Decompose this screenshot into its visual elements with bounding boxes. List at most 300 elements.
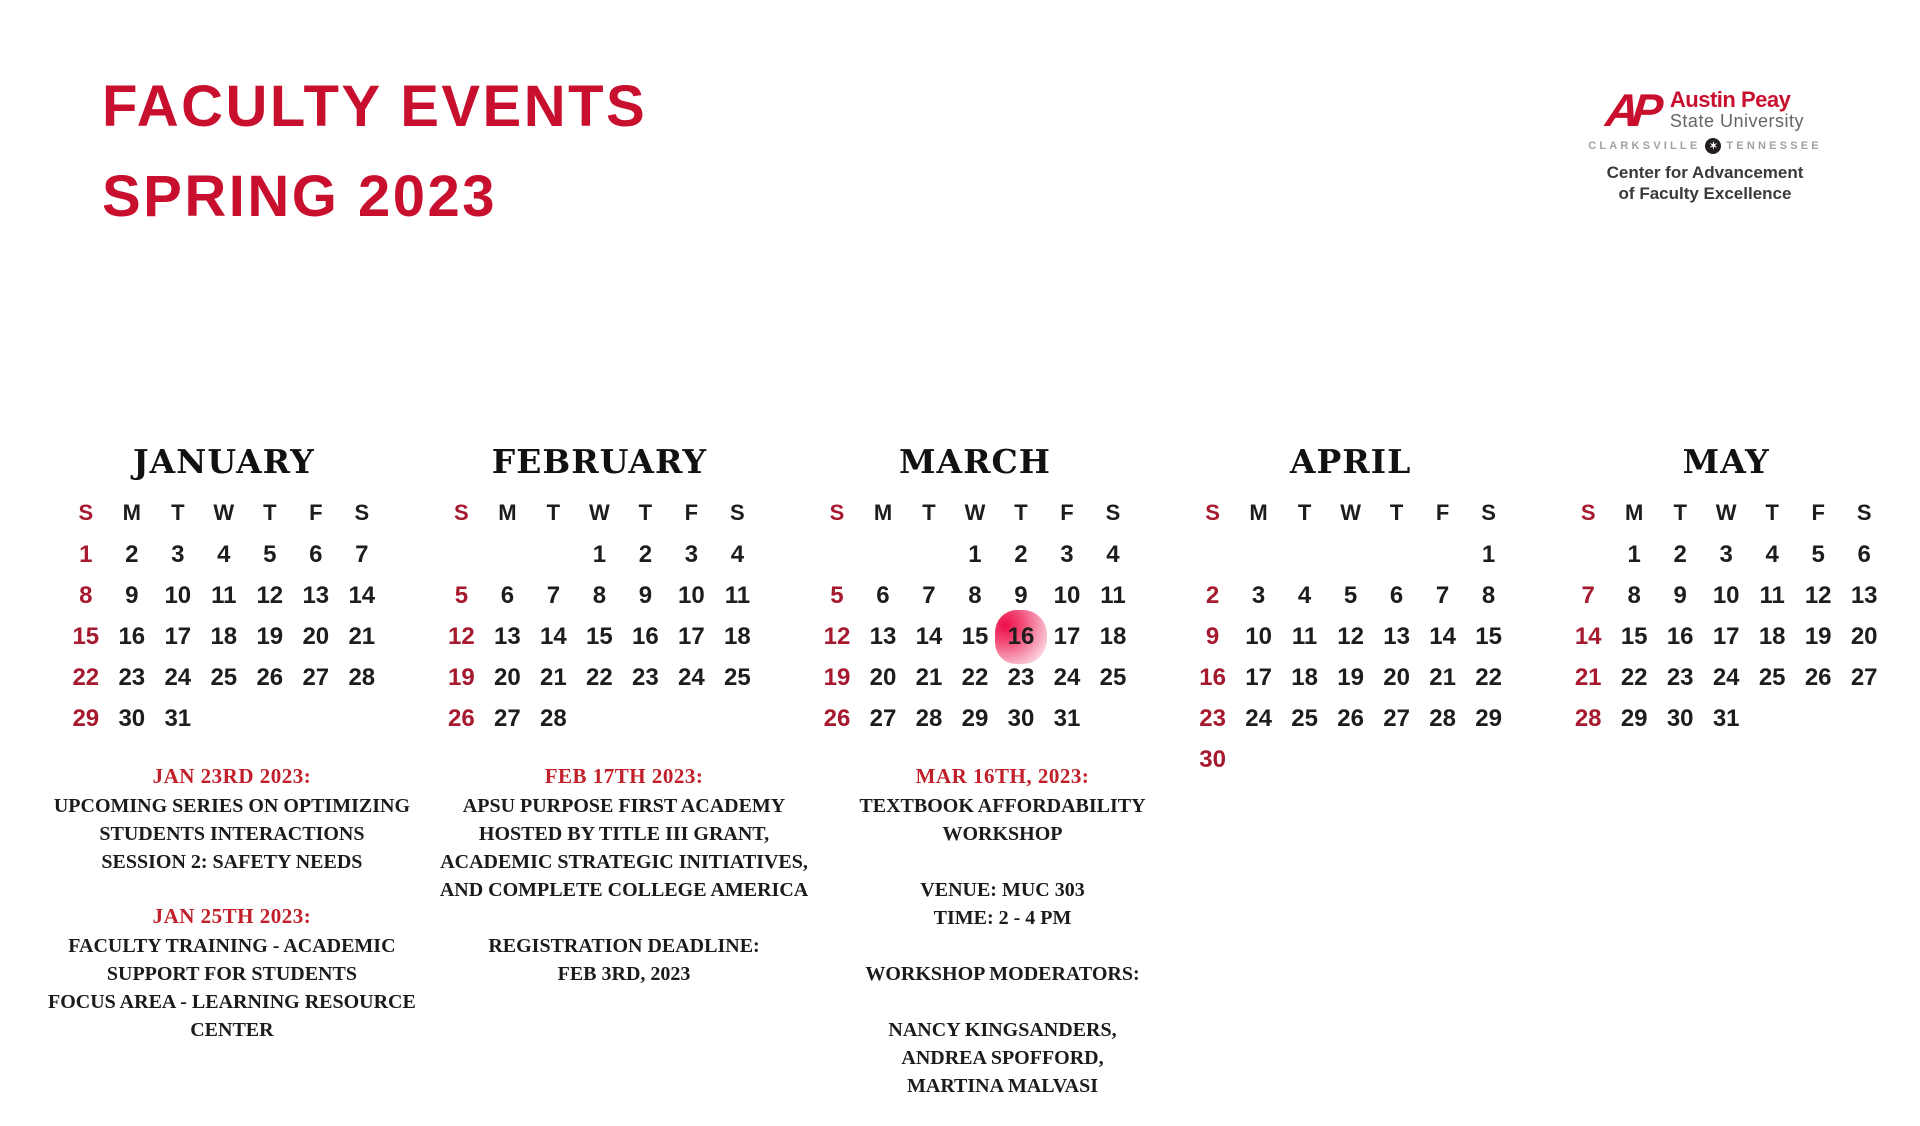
day-cell [530,575,576,616]
day-number: 29 [1475,704,1502,732]
day-number: 21 [348,622,376,650]
day-number: 31 [164,704,192,732]
event [48,762,416,876]
day-cell [622,534,668,575]
day-cell [109,575,155,616]
day-number: 3 [1060,540,1074,568]
day-number: 3 [684,540,699,568]
day-number: 20 [869,663,897,691]
day-cell [109,657,155,698]
event-line: STUDENTS INTERACTIONS [99,823,365,845]
day-number: 19 [448,663,475,691]
day-number: 3 [171,540,185,568]
day-number: 5 [454,581,469,609]
day-cell [1841,616,1887,657]
day-number: 20 [302,622,330,650]
day-cell [1282,698,1328,739]
day-cell [247,534,293,575]
day-number: 21 [1429,663,1456,691]
day-number: 10 [678,581,705,609]
day-number: 16 [1199,663,1226,691]
day-number: 31 [1053,704,1081,732]
day-cell [998,698,1044,739]
day-cell [1090,575,1136,616]
day-cell [339,616,385,657]
day-cell [814,575,860,616]
day-header: F [1811,500,1825,525]
day-number: 5 [1811,540,1825,568]
day-cell [1841,657,1887,698]
day-number: 12 [1804,581,1832,609]
day-cell [1749,616,1795,657]
day-header: T [638,500,653,525]
day-number: 26 [256,663,284,691]
day-number: 10 [1053,581,1081,609]
day-cell [1795,657,1841,698]
day-cell-empty [814,534,860,575]
day-cell [860,698,906,739]
day-number: 12 [823,622,851,650]
day-number: 18 [1758,622,1786,650]
day-number: 11 [1100,581,1126,609]
day-number: 30 [1007,704,1035,732]
day-number: 4 [217,540,231,568]
day-number: 16 [118,622,146,650]
day-cell [109,616,155,657]
event-date-heading: JAN 25TH 2023: [152,904,312,928]
day-number: 5 [830,581,844,609]
day-cell [63,534,109,575]
day-cell [438,657,484,698]
day-number: 25 [210,663,238,691]
day-cell-empty [1795,698,1841,739]
month-title: MAY [1682,442,1770,481]
day-header: S [1205,500,1220,525]
day-cell [952,534,998,575]
day-cell [1328,575,1374,616]
day-cell-empty [576,698,622,739]
event-line: NANCY KINGSANDERS, [888,1019,1117,1041]
day-cell [952,575,998,616]
event-date-heading: MAR 16TH, 2023: [915,764,1090,788]
event-column [1197,762,1538,1126]
day-number: 19 [256,622,284,650]
tennessee-tristar-icon: ✶ [1705,138,1721,154]
day-cell [1328,657,1374,698]
day-number: 14 [1429,622,1456,650]
day-cell [155,698,201,739]
day-number: 28 [348,663,376,691]
day-number: 17 [678,622,705,650]
day-cell-empty [1282,534,1328,575]
day-cell [906,616,952,657]
day-cell [155,657,201,698]
day-number: 30 [1199,745,1226,773]
day-number: 1 [968,540,982,568]
day-number: 17 [1245,663,1272,691]
event [832,762,1173,1100]
day-cell-empty [438,534,484,575]
event-line: MARTINA MALVASI [907,1075,1099,1097]
day-cell-empty [201,698,247,739]
day-number: 4 [1297,581,1312,609]
event-column [832,762,1173,1126]
month-grid [1175,492,1527,780]
day-cell [1374,575,1420,616]
day-number: 8 [968,581,982,609]
day-cell [1611,575,1657,616]
day-cell [1420,698,1466,739]
day-cell [1703,575,1749,616]
event-line: APSU PURPOSE FIRST ACADEMY [462,795,786,817]
day-header: W [1340,500,1361,525]
day-cell [484,575,530,616]
day-header: T [1014,500,1028,525]
day-number: 14 [915,622,943,650]
day-header: F [684,500,699,525]
event-line: WORKSHOP MODERATORS: [865,963,1140,985]
day-cell [668,575,714,616]
day-cell [1236,616,1282,657]
day-cell [1044,575,1090,616]
day-number: 13 [1383,622,1410,650]
month-grid [1550,492,1902,739]
day-cell [1236,575,1282,616]
month-grid [48,492,400,739]
day-cell [952,616,998,657]
day-cell [1466,616,1512,657]
day-number: 6 [1389,581,1404,609]
day-header: M [873,500,893,525]
day-number: 7 [922,581,936,609]
day-cell [998,534,1044,575]
event-line: FEB 3RD, 2023 [557,963,691,985]
day-cell [1328,616,1374,657]
day-cell [339,534,385,575]
event-spacer [440,904,808,932]
day-cell [1420,616,1466,657]
day-cell [530,616,576,657]
day-number: 28 [1429,704,1456,732]
day-cell [293,534,339,575]
day-cell [1374,698,1420,739]
day-header: S [454,500,469,525]
event-line: FOCUS AREA - LEARNING RESOURCE [48,991,416,1013]
day-number: 7 [1435,581,1450,609]
day-header: F [1435,500,1450,525]
day-cell [63,575,109,616]
event-date-heading: JAN 23RD 2023: [152,764,312,788]
day-cell [201,534,247,575]
day-cell [530,698,576,739]
day-cell [1703,534,1749,575]
day-number: 4 [730,540,745,568]
day-cell [1190,575,1236,616]
day-number: 13 [869,622,897,650]
calendar-april [1175,440,1527,780]
university-name [1670,88,1804,131]
day-cell [906,575,952,616]
department-line-2: of Faculty Excellence [1618,184,1792,203]
title-line-1: FACULTY EVENTS [102,74,648,139]
day-cell [109,534,155,575]
day-number: 23 [1666,663,1694,691]
day-number: 13 [1850,581,1878,609]
university-name-line-1: Austin Peay [1669,87,1791,112]
day-number: 15 [72,622,100,650]
day-number: 10 [1245,622,1272,650]
day-cell-empty [622,698,668,739]
day-cell [1657,534,1703,575]
event [48,902,416,1044]
event-line: TIME: 2 - 4 PM [933,907,1072,929]
title-line-2: SPRING 2023 [102,164,498,229]
event-line: HOSTED BY TITLE III GRANT, [478,823,770,845]
day-number: 9 [1673,581,1687,609]
event-line: REGISTRATION DEADLINE: [488,935,760,957]
day-cell [1190,698,1236,739]
day-number: 8 [1481,581,1496,609]
day-cell [622,616,668,657]
day-number: 1 [1481,540,1496,568]
day-cell [247,575,293,616]
day-number: 22 [72,663,100,691]
day-number: 18 [1291,663,1318,691]
day-number: 26 [1337,704,1364,732]
day-header: S [829,500,845,525]
day-number: 2 [1205,581,1220,609]
day-cell [1795,616,1841,657]
day-header: T [171,500,185,525]
day-header: T [1765,500,1779,525]
day-number: 13 [302,581,330,609]
day-cell [484,657,530,698]
day-cell [1090,534,1136,575]
calendar-january [48,440,400,780]
day-cell [1657,575,1703,616]
day-cell-empty [1841,698,1887,739]
day-cell [1282,657,1328,698]
day-number: 7 [355,540,369,568]
day-cell-empty [1420,534,1466,575]
day-header: S [1580,500,1596,525]
month-grid [799,492,1151,739]
events-row [48,762,1902,1126]
day-cell-empty [1565,534,1611,575]
event-line: WORKSHOP [942,823,1063,845]
day-number: 23 [632,663,659,691]
day-number: 11 [724,581,751,609]
day-number: 19 [1804,622,1832,650]
day-number: 8 [1627,581,1641,609]
day-cell [1236,657,1282,698]
event-line: UPCOMING SERIES ON OPTIMIZING [53,795,410,817]
day-number: 27 [1383,704,1410,732]
day-number: 27 [869,704,897,732]
day-number: 24 [1712,663,1740,691]
day-cell [155,616,201,657]
day-number: 25 [1099,663,1127,691]
day-number: 21 [1574,663,1602,691]
day-header: T [263,500,277,525]
day-number: 13 [494,622,521,650]
day-number: 16 [632,622,659,650]
day-cell [293,616,339,657]
event-line: AND COMPLETE COLLEGE AMERICA [439,879,809,901]
day-cell [155,534,201,575]
day-number: 8 [592,581,607,609]
day-number: 14 [540,622,567,650]
day-number: 1 [1627,540,1641,568]
day-cell [714,575,760,616]
day-header: F [1060,500,1074,525]
day-number: 23 [1007,663,1035,691]
day-number: 20 [494,663,521,691]
day-cell [1044,616,1090,657]
day-cell [1374,657,1420,698]
day-number: 24 [678,663,705,691]
day-cell [576,534,622,575]
day-number: 25 [1291,704,1318,732]
location-tennessee: TENNESSEE [1726,140,1822,152]
day-number: 17 [164,622,192,650]
event-column [440,762,808,1126]
day-number: 28 [915,704,943,732]
day-cell [1749,534,1795,575]
day-number: 12 [256,581,284,609]
day-number: 15 [961,622,989,650]
day-cell [1466,657,1512,698]
day-cell [1565,575,1611,616]
event-line: FACULTY TRAINING - ACADEMIC [68,935,396,957]
location-clarksville: CLARKSVILLE [1588,140,1701,152]
day-cell [668,657,714,698]
day-cell [576,575,622,616]
day-cell-empty [339,698,385,739]
calendar-february [424,440,776,780]
event-column [1561,762,1902,1126]
logo-wordmark [1590,84,1820,136]
day-cell [1657,616,1703,657]
day-number: 14 [1574,622,1602,650]
day-cell [530,657,576,698]
day-cell [860,616,906,657]
day-cell-empty [906,534,952,575]
day-number: 22 [586,663,613,691]
day-cell [814,698,860,739]
day-cell [339,657,385,698]
day-number: 3 [1251,581,1266,609]
day-cell-empty [530,534,576,575]
day-cell [155,575,201,616]
day-number: 7 [1581,581,1595,609]
day-cell [1795,534,1841,575]
day-cell [1841,575,1887,616]
day-header: T [922,500,936,525]
day-number: 29 [1620,704,1648,732]
day-cell [484,698,530,739]
day-number: 6 [309,540,323,568]
day-header: S [1105,500,1121,525]
day-cell [1044,534,1090,575]
day-cell [576,657,622,698]
day-number: 17 [1053,622,1081,650]
day-cell [1703,698,1749,739]
day-number: 10 [164,581,192,609]
day-number: 20 [1383,663,1410,691]
day-number: 12 [448,622,475,650]
day-cell [906,657,952,698]
day-cell [1703,616,1749,657]
day-cell [63,616,109,657]
day-cell [860,575,906,616]
month-title: APRIL [1289,442,1412,481]
day-number: 9 [1014,581,1028,609]
day-number: 24 [164,663,192,691]
day-header: M [122,500,141,525]
day-cell-empty [1190,534,1236,575]
day-cell [201,616,247,657]
day-number: 22 [1620,663,1648,691]
day-cell [814,657,860,698]
day-header: M [1625,500,1644,525]
department-line-1: Center for Advancement [1606,163,1804,182]
day-number: 10 [1712,581,1740,609]
day-number: 9 [125,581,139,609]
day-header: T [1673,500,1687,525]
day-header: W [213,500,235,525]
day-cell [293,575,339,616]
day-number: 2 [638,540,653,568]
calendar-march [799,440,1151,780]
day-number: 5 [263,540,277,568]
event-line: ACADEMIC STRATEGIC INITIATIVES, [440,851,808,873]
day-header: S [1481,500,1496,525]
day-cell [293,657,339,698]
day-header: T [1389,500,1404,525]
day-header: T [546,500,561,525]
day-cell [1703,657,1749,698]
day-cell [1611,657,1657,698]
day-number: 27 [494,704,521,732]
university-logo [1588,84,1822,204]
day-header: T [1297,500,1312,525]
day-cell [1190,616,1236,657]
day-cell [814,616,860,657]
day-cell [1420,575,1466,616]
day-number: 28 [1574,704,1602,732]
day-cell [1190,657,1236,698]
day-cell [714,657,760,698]
day-cell-highlighted [998,616,1044,657]
day-number: 4 [1765,540,1779,568]
page-title [102,62,647,242]
day-number: 6 [876,581,890,609]
day-cell [339,575,385,616]
event-line: ANDREA SPOFFORD, [901,1047,1104,1069]
day-header: S [730,500,745,525]
calendar-may [1550,440,1902,780]
day-cell-empty [1374,534,1420,575]
day-number: 26 [448,704,475,732]
day-number: 6 [1857,540,1871,568]
day-header: W [964,500,986,525]
day-number: 30 [1666,704,1694,732]
day-header: S [1856,500,1872,525]
day-cell [438,616,484,657]
day-number: 2 [125,540,139,568]
event-spacer [832,988,1173,1016]
